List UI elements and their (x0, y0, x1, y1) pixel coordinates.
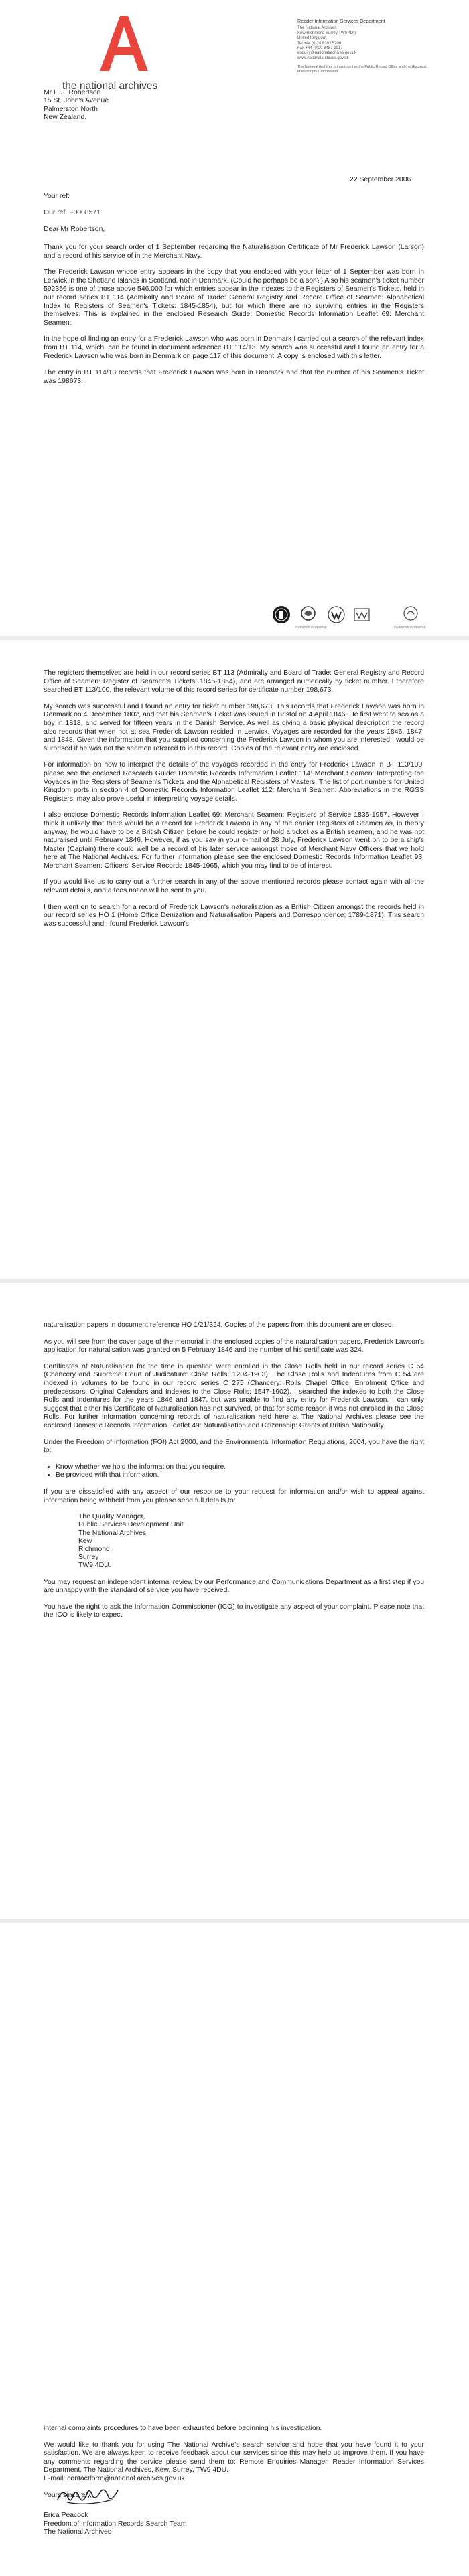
list-item: • Be provided with that information. (56, 1471, 424, 1480)
letter-page-1 (0, 0, 469, 636)
paragraph: In the hope of finding an entry for a Frederick Lawson who was born in Denmark I carried out a search of the relevant index from BT 114, which, can be found in document reference BT 114/13. My search was successful and I found an entry for a Frederick Lawson who was born in Denmark on page 117 of this document. A copy is enclosed with this letter. (44, 335, 424, 360)
department-email: enquiry@nationalarchives.gov.uk (297, 51, 357, 56)
paragraph: If you would like us to carry out a further search in any of the above mentioned records please contact again with all the relevant details, and a fees notice will be sent to you. (44, 878, 424, 895)
department-line: Fax +44 (0)20 8487 1917 (297, 46, 343, 51)
paragraph: Thank you for your search order of 1 September regarding the Naturalisation Certificate of Mr Frederick Lawson (Larson) and a record of his service of in the Merchant Navy. (44, 244, 424, 260)
department-line: United Kingdom (297, 36, 326, 41)
address-line: TW9 4DU. (78, 1562, 111, 1570)
signer-name: Erica Peacock (44, 2512, 88, 2519)
badge-caption: INVESTOR IN PEOPLE (394, 625, 426, 629)
department-title: Reader Information Services Department (297, 18, 385, 24)
rights-list (44, 1463, 424, 1480)
department-address-block (297, 19, 431, 74)
address-line: Surrey (78, 1554, 99, 1562)
paragraph: The registers themselves are held in our record series BT 113 (Admiralty and Board of Trade: General Registry and Record Office of Seamen: Register of Seamen's Tickets: 1845-1854), and are arranged numerically by ticket number. I therefore searched BT 113/100, the relevant volume of this record series for certificate number 198,673. (44, 669, 424, 694)
standards-badge-icon (401, 605, 421, 625)
page1-body (44, 244, 424, 394)
salutation: Dear Mr Robertson, (44, 225, 105, 233)
paragraph: The Frederick Lawson whose entry appears in the copy that you enclosed with your letter of 1 September was born in Lerwick in the Shetland Islands in Scotland, not in Denmark. (Could he perhaps be a son?) Also his seamen's ticket number 592356 is one of those above 546,000 for which entries appear in the indexes to the Registers of Seamen's Tickets, held in our record series BT 114 (Admiralty and Board of Trade: General Registry and Record Office of Seamen: Alphabetical Index to Registers of Seamen's Tickets: 1845-1854), but for which there are no surviving entries in the Registers themselves. This is explained in the enclosed Research Guide: Domestic Records Information Leaflet 69: Merchant Seamen: (44, 268, 425, 327)
logo-letter-icon (96, 13, 152, 72)
paragraph: We would like to thank you for using The National Archive's search service and hope that you have found it to your satisfaction. We are always keen to receive feedback about our services since this may help us improve them. If you have any comments regarding the service please send them to: Remote Enquiries Manager, Reader Information Services Department, The National Archives, Kew, Surrey, TW9 4DU. E-mail: contactform@national archives.gov.uk (44, 2441, 424, 2482)
letter-page-4 (0, 1923, 469, 2576)
recipient-line: Mr L. J. Robertson (44, 89, 101, 96)
paragraph: You may request an independent internal review by our Performance and Communications Department as a first step if you are unhappy with the standard of service you have received. (44, 1578, 424, 1595)
department-note: The National Archives brings together the Public Record Office and the Historical Manuscripts Commission (297, 65, 427, 74)
address-line: The Quality Manager, (78, 1513, 145, 1521)
letter-page-3 (0, 1283, 469, 1919)
your-ref: Your ref: (44, 193, 70, 200)
department-website: www.nationalarchives.gov.uk (297, 56, 349, 60)
address-line: Kew (78, 1537, 92, 1545)
paragraph: Certificates of Naturalisation for the time in question were enrolled in the Close Rolls held in our record series C 54 (Chancery and Supreme Court of Judicature: Close Rolls: 1204-1903). The Close Rolls and Indentures from C 54 are indexed in volumes to be found in our record series C 275 (Chancery: Rolls Chapel Office, Enrolment Office and predecessors: Original Calendars and Indexes to the Close Rolls: 1547-1902). I searched the indexes to both the Close Rolls and Indentures for the years 1846 and 1847, but was unable to find any entry for Frederick Lawson. I can only suggest that either his Certificate of Naturalisation has not survived, or that for some reason it was not enrolled in the Close Rolls. For further information concerning records of naturalisation held here at The National Archives please see the enclosed Domestic Records Information Leaflet 49: Naturalisation and Citizenship: Grants of British Nationality. (44, 1362, 424, 1429)
paragraph: naturalisation papers in document reference HO 1/21/324. Copies of the papers from this document are enclosed. (44, 1321, 394, 1329)
badge-caption: INVESTOR IN PEOPLE (295, 625, 327, 629)
accreditation-badges (0, 605, 469, 631)
signer-team: Freedom of Information Records Search Team (44, 2520, 187, 2528)
investor-in-people-icon (298, 605, 318, 625)
recipient-address (44, 89, 109, 123)
royal-seal-icon (271, 605, 291, 625)
letter-date: 22 September 2006 (350, 176, 411, 183)
charter-mark-icon (326, 605, 346, 625)
recipient-line: 15 St. John's Avenue (44, 97, 109, 105)
paragraph: Under the Freedom of Information (FOI) Act 2000, and the Environmental Information Regulations, 2004, you have the right to: (44, 1438, 424, 1455)
paragraph: You have the right to ask the Information Commissioner (ICO) to investigate any aspect of your complaint. Please note that the ICO is likely to expect (44, 1603, 424, 1619)
letter-page-2 (0, 640, 469, 1279)
page3-body (44, 1321, 424, 1628)
department-line: Kew Richmond Surrey TW9 4DU (297, 31, 356, 35)
logo-wordmark: the national archives (62, 80, 158, 92)
reference-block (44, 193, 105, 234)
list-item: • Know whether we hold the information that you require. (56, 1463, 424, 1472)
signer-org: The National Archives (44, 2528, 112, 2537)
paragraph: As you will see from the cover page of the memorial in the enclosed copies of the naturalisation papers, Frederick Lawson's application for naturalisation was granted on 5 February 1846 and the number of his certificate was 324. (44, 1338, 424, 1354)
address-line: The National Archives (78, 1529, 147, 1537)
recipient-line: New Zealand. (44, 114, 87, 122)
paragraph: I also enclose Domestic Records Information Leaflet 69: Merchant Seamen: Registers of Service 1835-1957. However I think it unlikely that there would be a record for Frederick Lawson in any of the earlier Registers of Seamen as, in theory anyway, he would have to be a British Citizen before he could register or hold a ticket as a British seamen, and he was not naturalised until February 1846. However, if as you say in your e-mail of 28 July, Frederick Lawson went on to be a ship's Master (Captain) there could well be a record of his later service amongst those of Merchant Navy Officers that we hold here at The National Archives. For further information please see the enclosed Domestic Records Information Leaflet 93: Merchant Seamen: Officers' Service Records 1845-1965, which you may find to be of interest. (44, 811, 424, 870)
paragraph: The entry in BT 114/13 records that Frederick Lawson was born in Denmark and that the number of his Seamen's Ticket was 198673. (44, 369, 424, 385)
address-line: Richmond (78, 1545, 110, 1553)
department-line: Tel +44 (0)20 8392 5200 (297, 41, 342, 46)
recipient-line: Palmerston North (44, 105, 98, 113)
address-line: Public Services Development Unit (78, 1521, 184, 1529)
paragraph: internal complaints procedures to have been exhausted before beginning his investigation. (44, 2425, 322, 2432)
handwritten-signature (54, 2480, 127, 2509)
paragraph: I then went on to search for a record of Frederick Lawson's naturalisation as a British Citizen amongst the records held in our record series HO 1 (Home Office Denization and Naturalisation Papers and Correspondence: 1789-1871). This search was successful and I found Frederick Lawson's (44, 903, 424, 928)
page2-body (44, 669, 424, 937)
quality-manager-address (78, 1513, 424, 1570)
web-award-icon (352, 605, 372, 625)
paragraph: If you are dissatisfied with any aspect of our response to your request for information and/or wish to appeal against information being withheld from you please send full details to: (44, 1487, 424, 1504)
our-ref: Our ref. F0008571 (44, 209, 100, 217)
paragraph: My search was successful and I found an entry for ticket number 198,673. This records that Frederick Lawson was born in Denmark on 4 December 1802, and that his Seamen's Ticket was issued in Bristol on 4 April 1846. He first went to sea as a boy in 1818, and served for fifteen years in the Danish Service. As well as giving a basic physical description the record also records that when not at sea Frederick Lawson resided in Lerwick. Voyages are recorded for the years 1846, 1847, and 1848. Given the information that you supplied concerning the Frederick Lawson in whom you are interested I would be surprised if he was not the seamen referred to in this record. Copies of the relevant entry are enclosed. (44, 702, 424, 752)
signer-block (44, 2512, 187, 2537)
department-line: The National Archives (297, 26, 337, 31)
closing: Yours sincerely, (44, 2491, 92, 2499)
paragraph: For information on how to interpret the details of the voyages recorded in the entry for Frederick Lawson in BT 113/100, please see the enclosed Research Guide: Domestic Records Information Leaflet 114: Merchant Seamen: Interpreting the Voyages in the Registers of Seamen's Tickets and the Alphabetical Registers of Masters. The list of port numbers for United Kingdom ports in section 4 of Domestic Records Information Leaflet 112: Merchant Seamen: Abbreviations in the RGSS Registers, may also prove useful in interpreting voyage details. (44, 761, 424, 803)
